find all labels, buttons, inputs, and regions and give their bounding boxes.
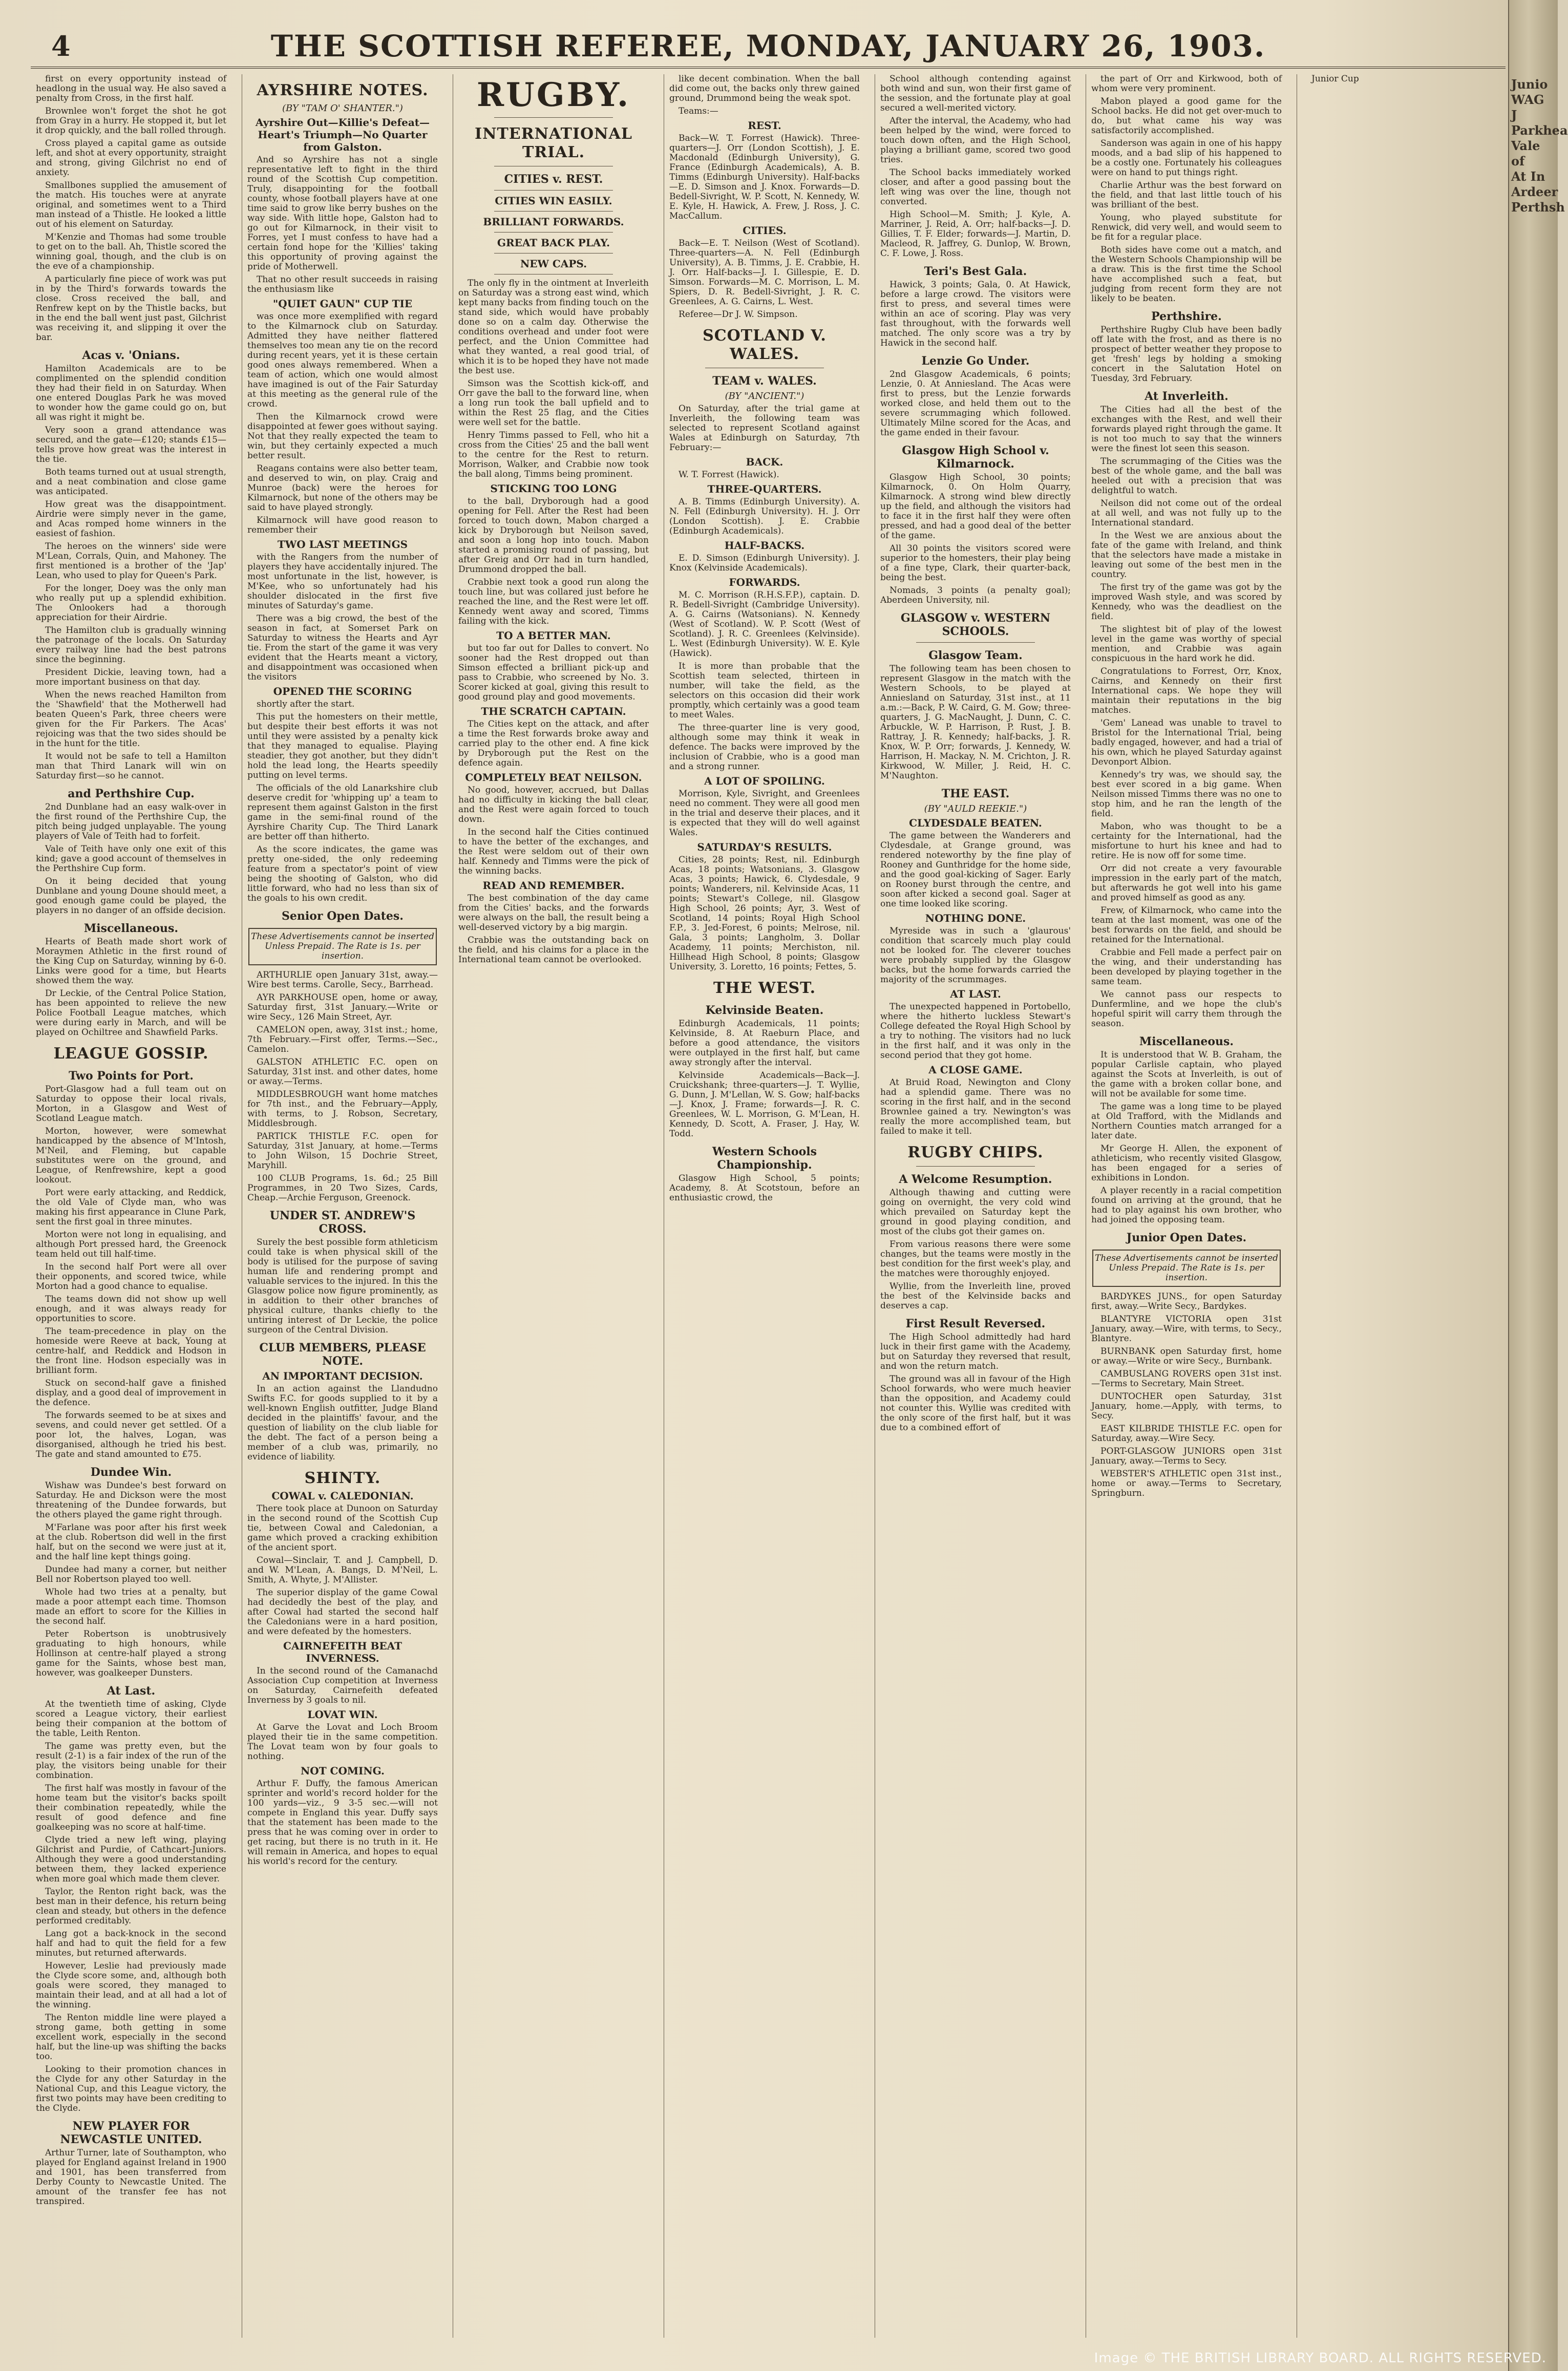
article-heading: CLUB MEMBERS, PLEASE NOTE.: [259, 1341, 426, 1368]
subheading: TO A BETTER MAN.: [496, 629, 611, 642]
notice-box: These Advertisements cannot be inserted Unless Prepaid. The Rate is 1s. per insertion.: [1092, 1250, 1281, 1287]
paragraph: Port were early attacking, and Reddick, the old Vale of Clyde man, who was making his first appearance in Clune Park, sent the first goal in three minutes.: [36, 1188, 226, 1227]
paragraph: Kelvinside Academicals—Back—J. Cruickshank; three-quarters—J. T. Wyllie, G. Dunn, J. M'Lellan, W. S. Gow; half-backs—J. Knox, J. Frame; forwards—J. R. C. Greenlees, W. L. Morrison, G. M'Lean, H. Kennedy, D. Scott, A. Fraser, J. Hay, W. Todd.: [669, 1070, 860, 1139]
subheading: READ AND REMEMBER.: [482, 879, 625, 892]
subheading: GREAT BACK PLAY.: [497, 237, 610, 249]
article-heading: Western Schools Championship.: [712, 1145, 817, 1172]
paragraph: Kennedy's try was, we should say, the best ever scored in a big game. When Neilson missed Timms there was no one to stop him, and he ran the length of the field.: [1091, 770, 1282, 819]
article-heading: At Inverleith.: [1145, 390, 1228, 403]
paragraph: At the twentieth time of asking, Clyde scored a League victory, their earliest being their companion at the bottom of the table, Leith Renton.: [36, 1699, 226, 1739]
paragraph: The School backs immediately worked closer, and after a good passing bout the left wing was over the line, though not converted.: [880, 167, 1071, 207]
subheading: A LOT OF SPOILING.: [704, 775, 825, 787]
section-masthead: RUGBY.: [476, 76, 631, 114]
paragraph: WEBSTER'S ATHLETIC open 31st inst., home or away.—Terms to Secretary, Springburn.: [1091, 1469, 1282, 1498]
subheading: BRILLIANT FORWARDS.: [483, 216, 624, 228]
paragraph: Peter Robertson is unobtrusively graduating to high honours, while Hollinson at centre-half played a strong game for the Saints, whose best man, however, was goalkeeper Dunsters.: [36, 1629, 226, 1678]
paragraph: Morrison, Kyle, Sivright, and Greenlees need no comment. They were all good men in the trial and deserve their places, and it is expected that they will do well against Wales.: [669, 789, 860, 838]
subheading: COWAL v. CALEDONIAN.: [271, 1490, 414, 1502]
subheading: AT LAST.: [950, 988, 1001, 1000]
subheading: SATURDAY'S RESULTS.: [697, 841, 832, 853]
subheading: NEW CAPS.: [520, 258, 587, 270]
paragraph: The slightest bit of play of the lowest level in the game was worthy of special mention, and Crabbie was again conspicuous in the hard work he did.: [1091, 624, 1282, 664]
paragraph: Wyllie, from the Inverleith line, proved the best of the Kelvinside backs and deserves a cap.: [880, 1281, 1071, 1311]
byline: (BY "AULD REEKIE."): [924, 803, 1027, 814]
subheading: CITIES WIN EASILY.: [495, 195, 612, 207]
paragraph: 100 CLUB Programs, 1s. 6d.; 25 Bill Programmes, in 20 Two Sizes, Cards, Cheap.—Archie Ferguson, Greenock.: [247, 1173, 438, 1203]
subheading: CITIES.: [743, 224, 787, 237]
masthead-title: THE SCOTTISH REFEREE, MONDAY, JANUARY 26, 1903.: [270, 29, 1266, 63]
paragraph: That no other result succeeds in raising the enthusiasm like: [247, 274, 438, 294]
paragraph: A. B. Timms (Edinburgh University). A. N. Fell (Edinburgh University). H. J. Orr (London Scottish). J. E. Crabbie (Edinburgh Academicals).: [669, 497, 860, 536]
paragraph: Lang got a back-knock in the second half and had to quit the field for a few minutes, but returned afterwards.: [36, 1929, 226, 1958]
paragraph: Looking to their promotion chances in the Clyde for any other Saturday in the National Cup, and this League victory, the first two points may have been crediting to the Clyde.: [36, 2064, 226, 2113]
subheading: STICKING TOO LONG: [490, 482, 617, 495]
paragraph: We cannot pass our respects to Dunfermline, and we hope the club's hopeful spirit will carry them through the season.: [1091, 989, 1282, 1029]
paragraph: GALSTON ATHLETIC F.C. open on Saturday, 31st inst. and other dates, home or away.—Terms.: [247, 1057, 438, 1087]
paragraph: Referee—Dr J. W. Simpson.: [679, 309, 798, 320]
subheading: FORWARDS.: [729, 576, 800, 588]
paragraph: Back—E. T. Neilson (West of Scotland). Three-quarters—A. N. Fell (Edinburgh University), A. B. Timms, J. E. Crabbie, H. J. Orr. Half-backs—J. I. Gillespie, E. D. Simson. Forwards—M. C. Morrison, L. M. Spiers, D. R. Bedell-Sivright, J. R. C. Greenlees, A. G. Cairns, L. West.: [669, 238, 860, 307]
column-5: [875, 74, 1076, 2338]
paragraph: Myreside was in such a 'glaurous' condition that scarcely much play could not be looked for. The cleverer touches were probably supplied by the Glasgow backs, but the home forwards carried the majority of the scrummages.: [880, 926, 1071, 985]
paragraph: In the second round of the Camanachd Association Cup competition at Inverness on Saturday, Cairnefeith defeated Inverness by 3 goals to nil.: [247, 1666, 438, 1705]
paragraph: EAST KILBRIDE THISTLE F.C. open for Saturday, away.—Wire Secy.: [1091, 1424, 1282, 1444]
subheading: CLYDESDALE BEATEN.: [909, 817, 1042, 829]
paragraph: Hamilton Academicals are to be complimented on the splendid condition they had their field in on Saturday. When one entered Douglas Park he was moved to wonder how the game could go on, but all was right it might be.: [36, 364, 226, 422]
paragraph: The High School admittedly had hard luck in their first game with the Academy, but on Saturday they reversed that result, and won the return match.: [880, 1332, 1071, 1371]
paragraph: DUNTOCHER open Saturday, 31st January, home.—Apply, with terms, to Secy.: [1091, 1391, 1282, 1421]
paragraph: In the second half Port were all over their opponents, and scored twice, while Morton had a good chance to equalise.: [36, 1262, 226, 1292]
paragraph: The forwards seemed to be at sixes and sevens, and could never get settled. Of a poor lot, the halves, Logan, was disorganised, although he tried his best. The gate and stand amounted to £75.: [36, 1410, 226, 1459]
paragraph: PARTICK THISTLE F.C. open for Saturday, 31st January, at home.—Terms to John Wilson, 15 Dochrie Street, Maryhill.: [247, 1131, 438, 1171]
divider-rule: [494, 117, 613, 118]
subheading: THREE-QUARTERS.: [707, 483, 822, 495]
paragraph: was once more exemplified with regard to the Kilmarnock club on Saturday. Admitted they have neither flattered themselves too mean any tie on the record during recent years, yet it is these certain good ones always remembered. When a team of action, which one would almost have imagined is out of the Fair Saturday at this meeting as the general rule of the crowd.: [247, 311, 438, 409]
article-heading: UNDER ST. ANDREW'S CROSS.: [269, 1209, 416, 1236]
paragraph: When the news reached Hamilton from the 'Shawfield' that the Motherwell had beaten Queen's Park, three cheers were given for the Fir Parkers. The Acas' rejoicing was that the two sides should be in the hunt for the title.: [36, 690, 226, 749]
paragraph: Sanderson was again in one of his happy moods, and a bad slip of his happened to be a costly one. Fortunately his colleagues were on hand to put things right.: [1091, 138, 1282, 178]
paragraph: BURNBANK open Saturday first, home or away.—Write or wire Secy., Burnbank.: [1091, 1346, 1282, 1366]
paragraph: Port-Glasgow had a full team out on Saturday to oppose their local rivals, Morton, in a Glasgow and West of Scotland League match.: [36, 1084, 226, 1124]
paragraph: BLANTYRE VICTORIA open 31st January, away.—Wire, with terms, to Secy., Blantyre.: [1091, 1314, 1282, 1344]
paragraph: Crabbie next took a good run along the touch line, but was collared just before he reached the line, and the Rest were let off. Kennedy went away and scored, Timms failing with the kick.: [458, 577, 649, 626]
paragraph: Young, who played substitute for Renwick, did very well, and would seem to be fit for a regular place.: [1091, 213, 1282, 242]
paragraph: Glasgow High School, 5 points; Academy, 8. At Scotstoun, before an enthusiastic crowd, the: [669, 1173, 860, 1203]
paragraph: It is understood that W. B. Graham, the popular Carlisle captain, who played against the Scots at Inverleith, is out of the game with a broken collar bone, and will not be available for some time.: [1091, 1050, 1282, 1099]
paragraph: Hawick, 3 points; Gala, 0. At Hawick, before a large crowd. The visitors were first to press, and several times were within an ace of scoring. Play was very fast throughout, with the forwards well matched. The only score was a try by Hawick in the second half.: [880, 280, 1071, 348]
subheading: Ayrshire Out—Killie's Defeat—Heart's Triumph—No Quarter from Galston.: [255, 116, 430, 153]
paragraph: Mabon played a good game for the School backs. He did not get over-much to do, but what came his way was satisfactorily accomplished.: [1091, 96, 1282, 136]
paragraph: with the Rangers from the number of players they have accidentally injured. The most unfortunate in the list, however, is M'Kee, who so unfortunately had his shoulder dislocated in the first five minutes of Saturday's game.: [247, 552, 438, 611]
paragraph: Charlie Arthur was the best forward on the field, and that last little touch of his was brilliant of the best.: [1091, 180, 1282, 210]
paragraph: Congratulations to Forrest, Orr, Knox, Cairns, and Kennedy on their first International caps. We hope they will maintain their reputations in the big matches.: [1091, 666, 1282, 715]
paragraph: Stuck on second-half gave a finished display, and a good deal of improvement in the defence.: [36, 1378, 226, 1408]
article-heading: Glasgow High School v. Kilmarnock.: [902, 444, 1049, 471]
article-heading: Glasgow Team.: [928, 649, 1023, 662]
article-heading: Senior Open Dates.: [282, 909, 404, 923]
paragraph: 'Gem' Lanead was unable to travel to Bristol for the International Trial, being badly engaged, however, and had a trial of his own, which he played Saturday against Devonport Albion.: [1091, 718, 1282, 767]
paragraph: President Dickie, leaving town, had a more important business on that day.: [36, 667, 226, 687]
paragraph: The scrummaging of the Cities was the best of the whole game, and the ball was heeled out with a precision that was delightful to watch.: [1091, 456, 1282, 496]
article-heading: Dundee Win.: [90, 1466, 172, 1479]
column-4: [664, 74, 865, 2338]
masthead: [31, 20, 1506, 69]
paragraph: On Saturday, after the trial game at Inverleith, the following team was selected to represent Scotland against Wales at Edinburgh on Saturday, 7th February:—: [669, 404, 860, 453]
adjacent-page-text: Junio WAG J Parkhea Vale of At In Ardeer Perthsh: [1511, 77, 1568, 215]
column-7: [1297, 74, 1498, 2338]
article-heading: Kelvinside Beaten.: [705, 1004, 824, 1017]
paragraph: MIDDLESBROUGH want home matches for 7th inst., and the February—Apply, with terms, to J. Robson, Secretary, Middlesbrough.: [247, 1089, 438, 1129]
paragraph: Hearts of Beath made short work of Moraymen Athletic in the first round of the King Cup on Saturday, winning by 6-0. Links were good for a time, but Hearts showed them the way.: [36, 937, 226, 986]
subheading: CAIRNEFEITH BEAT INVERNESS.: [283, 1640, 402, 1664]
paragraph: The ground was all in favour of the High School forwards, who were much heavier than the opposition, and Academy could not counter this. Wyllie was credited with the only score of the first half, but it was due to a combined effort of: [880, 1374, 1071, 1433]
paragraph: The Cities had all the best of the exchanges with the Rest, and well their forwards played right through the game. It is not too much to say that the winners were the finest lot seen this season.: [1091, 405, 1282, 454]
subheading: "QUIET GAUN" CUP TIE: [272, 298, 413, 310]
paragraph: Although thawing and cutting were going on overnight, the very cold wind which prevailed on Saturday kept the ground in good playing condition, and most of the clubs got their games on.: [880, 1188, 1071, 1237]
paragraph: The three-quarter line is very good, although some may think it weak in defence. The backs were improved by the inclusion of Crabbie, who is a good man and a strong runner.: [669, 723, 860, 772]
divider-rule: [916, 1166, 1035, 1167]
image-credit: Image © THE BRITISH LIBRARY BOARD. ALL RIGHTS RESERVED.: [1094, 2351, 1546, 2366]
paragraph: PORT-GLASGOW JUNIORS open 31st January, away.—Terms to Secy.: [1091, 1446, 1282, 1466]
paragraph: The Hamilton club is gradually winning the patronage of the locals. On Saturday every railway line had the best patrons since the beginning.: [36, 625, 226, 665]
paragraph: No good, however, accrued, but Dallas had no difficulty in kicking the ball clear, and the Rest were again forced to touch down.: [458, 785, 649, 824]
paragraph: The game was a long time to be played at Old Trafford, with the Midlands and Northern Counties match arranged for a later date.: [1091, 1102, 1282, 1141]
article-heading: Acas v. 'Onians.: [82, 349, 180, 362]
paragraph: M'Farlane was poor after his first week at the club. Robertson did well in the first half, but on the second we were just at it, and the half line kept things going.: [36, 1522, 226, 1562]
paragraph: Vale of Teith have only one exit of this kind; gave a good account of themselves in the Perthshire Cup form.: [36, 844, 226, 874]
paragraph: Clyde tried a new left wing, playing Gilchrist and Purdie, of Cathcart-Juniors. Although they were a good understanding between them, they lacked experience when more goal which made them clever.: [36, 1835, 226, 1884]
paragraph: shortly after the start.: [257, 699, 355, 709]
paragraph: Nomads, 3 points (a penalty goal); Aberdeen University, nil.: [880, 585, 1071, 605]
article-heading: First Result Reversed.: [905, 1317, 1046, 1330]
paragraph: Whole had two tries at a penalty, but made a poor attempt each time. Thomson made an effort to score for the Killies in the second half.: [36, 1587, 226, 1626]
subheading: REST.: [748, 119, 781, 132]
paragraph: AYR PARKHOUSE open, home or away, Saturday first, 31st January.—Write or wire Secy., 126 Main Street, Ayr.: [247, 992, 438, 1022]
paragraph: The game between the Wanderers and Clydesdale, at Grange ground, was rendered noteworthy by the fine play of Rooney and Gunthridge for the home side, and the good goal-kicking of Sager. Early on Rooney burst through the centre, and soon after kicked a second goal. Sager at one time looked like scoring.: [880, 831, 1071, 909]
paragraph: School although contending against both wind and sun, won their first game of the session, and the fortunate play at goal secured a well-merited victory.: [880, 74, 1071, 113]
paragraph: In the second half the Cities continued to have the better of the exchanges, and the Rest were seldom out of their own half. Kennedy and Timms were the pick of the winning backs.: [458, 827, 649, 876]
paragraph: Glasgow High School, 30 points; Kilmarnock, 0. On Holm Quarry, Kilmarnock. A strong wind blew directly up the field, and although the visitors had to face it in the first half they were often pressed, and had a good deal of the better of the game.: [880, 472, 1071, 541]
paragraph: The teams down did not show up well enough, and it was always ready for opportunities to score.: [36, 1294, 226, 1324]
column-3: [453, 74, 654, 2338]
paragraph: the part of Orr and Kirkwood, both of whom were very prominent.: [1091, 74, 1282, 94]
article-heading: and Perthshire Cup.: [68, 787, 195, 800]
article-heading: Teri's Best Gala.: [924, 265, 1027, 278]
paragraph: Kilmarnock will have good reason to remember their: [247, 515, 438, 535]
section-heading: SCOTLAND V. WALES.: [703, 327, 827, 363]
subheading: NOTHING DONE.: [925, 912, 1026, 924]
paragraph: Perthshire Rugby Club have been badly off late with the frost, and as there is no prospect of better weather they propose to get 'fresh' legs by holding a smoking concert in the Salutation Hotel on Tuesday, 3rd February.: [1091, 325, 1282, 384]
paragraph: The game was pretty even, but the result (2-1) is a fair index of the run of the play, the visitors being unable for their combination.: [36, 1741, 226, 1781]
paragraph: first on every opportunity instead of headlong in the usual way. He also saved a penalty from Cross, in the first half.: [36, 74, 226, 103]
paragraph: All 30 points the visitors scored were superior to the homesters, their play being of a fine type, Clark, their quarter-back, being the best.: [880, 543, 1071, 583]
paragraph: Crabbie was the outstanding back on the field, and his claims for a place in the International team cannot be overlooked.: [458, 935, 649, 965]
paragraph: However, Leslie had previously made the Clyde score some, and, although both goals were scored, they managed to maintain their lead, and at all had a lot of the winning.: [36, 1961, 226, 2010]
paragraph: How great was the disappointment. Airdrie were simply never in the game, and Acas romped home winners in the easiest of fashion.: [36, 499, 226, 539]
article-heading: THE EAST.: [941, 787, 1010, 800]
article-heading: NEW PLAYER FOR NEWCASTLE UNITED.: [60, 2120, 202, 2146]
paragraph: Very soon a grand attendance was secured, and the gate—£120; stands £15—tells prove how great was the interest in the tie.: [36, 425, 226, 464]
subheading: COMPLETELY BEAT NEILSON.: [465, 771, 642, 784]
paragraph: There took place at Dunoon on Saturday in the second round of the Scottish Cup tie, between Cowal and Caledonian, a game which proved a cracking exhibition of the ancient sport.: [247, 1504, 438, 1553]
paragraph: This put the homesters on their mettle, but despite their best efforts it was not until they were assisted by a penalty kick that they managed to equalise. Playing steadier, they got another, but they didn't hold the lead long, the Hearts speedily putting on level terms.: [247, 712, 438, 780]
byline: (BY "TAM O' SHANTER."): [282, 103, 403, 114]
paragraph: Henry Timms passed to Fell, who hit a cross from the Cities' 25 and the ball went to the centre for the Rest to return. Morrison, Walker, and Crabbie now took the ball along, Timms being prominent.: [458, 430, 649, 479]
paragraph: Taylor, the Renton right back, was the best man in their defence, his return being clean and steady, but others in the defence performed creditably.: [36, 1887, 226, 1926]
article-heading: Perthshire.: [1151, 310, 1222, 323]
paragraph: The Cities kept on the attack, and after a time the Rest forwards broke away and carried play to the other end. A fine kick by Dryborough put the Rest on the defence again.: [458, 719, 649, 768]
paragraph: Both teams turned out at usual strength, and a neat combination and close game was anticipated.: [36, 467, 226, 497]
paragraph: At Bruid Road, Newington and Clony had a splendid game. There was no scoring in the first half, and in the second Brownlee gained a try. Newington's was really the more accomplished team, but failed to make it tell.: [880, 1077, 1071, 1136]
section-heading: LEAGUE GOSSIP.: [53, 1045, 209, 1063]
paragraph: 2nd Glasgow Academicals, 6 points; Lenzie, 0. At Anniesland. The Acas were first to press, but the Lenzie forwards worked close, and held them out to the severe scrummaging which followed. Ultimately Milne scored for the Acas, and the game ended in their favour.: [880, 369, 1071, 438]
paragraph: It would not be safe to tell a Hamilton man that Third Lanark will win on Saturday first—so he cannot.: [36, 751, 226, 781]
notice-box: These Advertisements cannot be inserted Unless Prepaid. The Rate is 1s. per insertion.: [248, 928, 437, 965]
paragraph: CAMELON open, away, 31st inst.; home, 7th February.—First offer, Terms.—Sec., Camelon.: [247, 1025, 438, 1054]
paragraph: Junior Cup: [1311, 74, 1359, 84]
paragraph: In the West we are anxious about the fate of the game with Ireland, and think that the selectors have made a mistake in leaving out some of the best men in the country.: [1091, 531, 1282, 580]
paragraph: Back—W. T. Forrest (Hawick). Three-quarters—J. Orr (London Scottish), J. E. Macdonald (Edinburgh University), G. France (Edinburgh Academicals), A. B. Timms (Edinburgh University). Half-backs—E. D. Simson and J. Knox. Forwards—D. Bedell-Sivright, W. P. Scott, N. Kennedy, W. E. Kyle, H. Hawick, A. Frew, J. Ross, J. C. MacCallum.: [669, 133, 860, 221]
paragraph: For the longer, Doey was the only man who really put up a splendid exhibition. The Onlookers had a thorough appreciation for their Airdrie.: [36, 583, 226, 623]
paragraph: The unexpected happened in Portobello, where the hitherto luckless Stewart's College defeated the Royal High School by a try to nothing. The visitors had no luck in the first half, and it was only in the second period that they got home.: [880, 1002, 1071, 1061]
columns: [31, 74, 1506, 2348]
paragraph: A player recently in a racial competition found on arriving at the ground, that he had to play against his own brother, who had joined the opposing team.: [1091, 1186, 1282, 1225]
paragraph: CAMBUSLANG ROVERS open 31st inst.—Terms to Secretary, Main Street.: [1091, 1369, 1282, 1389]
paragraph: Both sides have come out a match, and the Western Schools Championship will be a draw. This is the first time the School have accomplished such a feat, but judging from recent form they are not likely to be beaten.: [1091, 245, 1282, 304]
paragraph: After the interval, the Academy, who had been helped by the wind, were forced to touch down often, and the High School, playing a brilliant game, scored two good tries.: [880, 116, 1071, 165]
paragraph: The officials of the old Lanarkshire club deserve credit for 'whipping up' a team to represent them against Galston in the first game in the semi-final round of the Ayrshire Charity Cup. The Third Lanark are better off than hitherto.: [247, 783, 438, 842]
paragraph: Arthur Turner, late of Southampton, who played for England against Ireland in 1900 and 1901, has been transferred from Derby County to Newcastle United. The amount of the transfer fee has not transpired.: [36, 2148, 226, 2207]
paragraph: And so Ayrshire has not a single representative left to fight in the third round of the Scottish Cup competition. Truly, disappointing for the football county, whose football players have at one time said to grow like berry bushes on the way side. With little hope, Galston had to go out for Kilmarnock, in their visit to Forres, yet I must confess to have had a certain fond hope for the 'Killies' taking this opportunity of proving against the pride of Motherwell.: [247, 155, 438, 272]
subheading: A CLOSE GAME.: [928, 1064, 1023, 1076]
paragraph: Edinburgh Academicals, 11 points; Kelvinside, 8. At Raeburn Place, and before a good attendance, the visitors were outplayed in the first half, but came away strongly after the interval.: [669, 1019, 860, 1068]
paragraph: The team-precedence in play on the homeside were Reeve at back, Young at centre-half, and Reddick and Hodson in the front line. Hodson especially was in brilliant form.: [36, 1326, 226, 1375]
paragraph: The first half was mostly in favour of the home team but the visitor's backs spoilt their combination repeatedly, while the result of good defence and fine goalkeeping was no score at half-time.: [36, 1783, 226, 1832]
paragraph: The first try of the game was got by the improved Wash style, and was scored by Kennedy, who was the deadliest on the field.: [1091, 582, 1282, 622]
paragraph: 2nd Dunblane had an easy walk-over in the first round of the Perthshire Cup, the pitch being judged unplayable. The young players of Vale of Teith had to forfeit.: [36, 802, 226, 841]
paragraph: M'Kenzie and Thomas had some trouble to get on to the ball. Ah, Thistle scored the winning goal, though, and the club is on the eve of a championship.: [36, 232, 226, 271]
paragraph: W. T. Forrest (Hawick).: [679, 470, 779, 480]
paragraph: Cities, 28 points; Rest, nil. Edinburgh Acas, 18 points; Watsonians, 3. Glasgow Acas, 3 points; Hawick, 6. Clydesdale, 9 points; Wanderers, nil. Kelvinside Acas, 11 points; Stewart's College, nil. Glasgow High School, 26 points; Ayr, 3. West of Scotland, 14 points; Royal High School F.P., 3. Jed-Forest, 6 points; Melrose, nil. Gala, 3 points; Langholm, 3. Dollar Academy, 11 points; Merchiston, nil. Hillhead High School, 8 points; Glasgow University, 3. Loretto, 16 points; Fettes, 5.: [669, 855, 860, 972]
subheading: BACK.: [746, 456, 783, 468]
paragraph: There was a big crowd, the best of the season in fact, at Somerset Park on Saturday to witness the Hearts and Ayr tie. From the start of the game it was very evident that the Hearts meant a victory, and disappointment was occasioned when the visitors: [247, 613, 438, 682]
paragraph: The superior display of the game Cowal had decidedly the best of the play, and after Cowal had started the second half the Caledonians were in a hard position, and were defeated by the homesters.: [247, 1587, 438, 1637]
paragraph: It is more than probable that the Scottish team selected, thirteen in number, will take the field, as the selectors on this occasion did their work promptly, which certainly was a good team to meet Wales.: [669, 661, 860, 720]
subheading: NOT COMING.: [301, 1765, 385, 1777]
paragraph: From various reasons there were some changes, but the teams were mostly in the best condition for the first week's play, and the matches were thoroughly enjoyed.: [880, 1239, 1071, 1279]
paragraph: Orr did not create a very favourable impression in the early part of the match, but afterwards he got well into his game and proved himself as good as any.: [1091, 863, 1282, 903]
paragraph: Reagans contains were also better team, and deserved to win, on play. Craig and Munroe (back) were the heroes for Kilmarnock, but none of the others may be said to have played strongly.: [247, 463, 438, 513]
article-heading: Miscellaneous.: [1139, 1035, 1234, 1048]
paragraph: Crabbie and Fell made a perfect pair on the wing, and their understanding has been developed by playing together in the same team.: [1091, 947, 1282, 987]
byline: (BY "ANCIENT."): [725, 391, 804, 401]
paragraph: Morton, however, were somewhat handicapped by the absence of M'Intosh, M'Neil, and Fleming, but capable substitutes were on the ground, and League, of Renfrewshire, kept a good lookout.: [36, 1126, 226, 1185]
paragraph: Cowal—Sinclair, T. and J. Campbell, D. and W. M'Lean, A. Bangs, D. M'Neil, L. Smith, A. Whyte, J. M'Allister.: [247, 1555, 438, 1585]
paragraph: Frew, of Kilmarnock, who came into the team at the last moment, was one of the best forwards on the field, and should be retained for the International.: [1091, 905, 1282, 945]
paragraph: M. C. Morrison (R.H.S.F.P.), captain. D. R. Bedell-Sivright (Cambridge University). A. G. Cairns (Watsonians). N. Kennedy (West of Scotland). W. P. Scott (West of Scotland). J. R. C. Greenlees (Kelvinside). L. West (Edinburgh University). W. E. Kyle (Hawick).: [669, 590, 860, 659]
section-heading: INTERNATIONAL TRIAL.: [475, 125, 632, 161]
article-heading: CITIES v. REST.: [504, 173, 603, 186]
article-heading: GLASGOW v. WESTERN SCHOOLS.: [900, 611, 1051, 638]
column-2: [242, 74, 443, 2338]
paragraph: Arthur F. Duffy, the famous American sprinter and world's record holder for the 100 yards—viz., 9 3-5 sec.—will not compete in England this year. Duffy says that the statement has been made to the press that he was coming over in order to get racing, but there is no truth in it. He will remain in America, and hopes to equal his world's record for the century.: [247, 1779, 438, 1867]
section-heading: THE WEST.: [713, 979, 816, 997]
subheading: LOVAT WIN.: [307, 1708, 378, 1721]
article-heading: Two Points for Port.: [69, 1069, 194, 1083]
article-heading: Miscellaneous.: [83, 922, 179, 935]
paragraph: Morton were not long in equalising, and although Port pressed hard, the Greenock team held out till half-time.: [36, 1230, 226, 1259]
subheading: OPENED THE SCORING: [273, 685, 412, 697]
section-heading: SHINTY.: [304, 1469, 381, 1487]
article-heading: Lenzie Go Under.: [921, 354, 1030, 368]
paragraph: Surely the best possible form athleticism could take is when physical skill of the body is utilised for the purpose of saving human life and rendering prompt and valuable services to the injured. In this the Glasgow police now figure prominently, as in addition to their other branches of physical culture, thanks chiefly to the untiring interest of Dr Leckie, the police surgeon of the Central Division.: [247, 1237, 438, 1335]
paragraph: The only fly in the ointment at Inverleith on Saturday was a strong east wind, which kept many backs from finding touch on the stand side, which would have probably done so on a calm day. Otherwise the conditions overhead and under foot were perfect, and the Union Committee had what they wanted, a real good trial, of which it is to be hoped they have not made the best use.: [458, 278, 649, 376]
subheading: THE SCRATCH CAPTAIN.: [481, 705, 626, 717]
subheading: HALF-BACKS.: [724, 539, 805, 552]
paragraph: Then the Kilmarnock crowd were disappointed at fewer goes without saying. Not that they really expected the team to win, but they certainly expected a much better result.: [247, 412, 438, 461]
divider-rule: [916, 642, 1035, 643]
paragraph: The following team has been chosen to represent Glasgow in the match with the Western Schools, to be played at Anniesland on Saturday, 31st inst., at 11 a.m.:—Back, P. W. Caird, G. M. Gow; three-quarters, J. G. MacNaught, J. Dunn, C. C. Arbuckle, W. P. Harrison, P. Rust, J. B. Rattray, J. R. Kennedy; half-backs, J. R. Knox, W. P. Orr; forwards, J. Kennedy, W. Harrison, H. Mackay, N. M. Crichton, J. R. Kirkwood, W. Miller, J. Reid, H. C. M'Naughton.: [880, 664, 1071, 781]
paragraph: Mr George H. Allen, the exponent of athleticism, who recently visited Glasgow, has been engaged for a series of exhibitions in London.: [1091, 1144, 1282, 1183]
paragraph: Wishaw was Dundee's best forward on Saturday. He and Dickson were the most threatening of the Dundee forwards, but the others played the game right through.: [36, 1480, 226, 1520]
paragraph: A particularly fine piece of work was put in by the Third's forwards towards the close. Cross received the ball, and Renfrew kept on by the Thistle backs, but in the end the ball went just past, Gilchrist was receiving it, and slipping it over the bar.: [36, 274, 226, 343]
article-heading: At Last.: [107, 1684, 156, 1698]
paragraph: At Garve the Lovat and Loch Broom played their tie in the same competition. The Lovat team won by four goals to nothing.: [247, 1722, 438, 1762]
paragraph: Smallbones supplied the amusement of the match. His touches were at anyrate original, and sometimes went to a Third man instead of a Thistle. He looked a little out of his element on Saturday.: [36, 180, 226, 229]
article-heading: TEAM v. WALES.: [712, 374, 817, 388]
paragraph: Cross played a capital game as outside left, and shot at every opportunity, straight and strong, giving Gilchrist no end of anxiety.: [36, 138, 226, 178]
paragraph: Brownlee won't forget the shot he got from Gray in a hurry. He stopped it, but let it drop quickly, and the ball rolled through.: [36, 106, 226, 136]
paragraph: Teams:—: [679, 106, 718, 116]
paragraph: E. D. Simson (Edinburgh University). J. Knox (Kelvinside Academicals).: [669, 553, 860, 573]
paragraph: Dr Leckie, of the Central Police Station, has been appointed to relieve the new Police Football League matches, which were during early in March, and will be played on Ochiltree and Shawfield Parks.: [36, 988, 226, 1038]
paragraph: Simson was the Scottish kick-off, and Orr gave the ball to the forward line, when a long run took the ball upfield and to within the Rest 25 flag, and the Cities were well set for the battle.: [458, 378, 649, 428]
page-number: 4: [51, 30, 71, 62]
article-heading: A Welcome Resumption.: [899, 1173, 1052, 1186]
paragraph: ARTHURLIE open January 31st, away.—Wire best terms. Carolle, Secy., Barrhead.: [247, 970, 438, 990]
section-heading: RUGBY CHIPS.: [907, 1144, 1044, 1161]
section-heading: AYRSHIRE NOTES.: [257, 81, 429, 99]
paragraph: As the score indicates, the game was pretty one-sided, the only redeeming feature from a spectator's point of view being the shooting of Galston, who did little forward, who had no less than six of the goals to his own credit.: [247, 844, 438, 903]
column-6: [1086, 74, 1287, 2338]
paragraph: In an action against the Llandudno Swifts F.C. for goods supplied to it by a well-known English outfitter, Judge Bland decided in the plaintiffs' favour, and the question of liability on the club liable for the debt. The fact of a person being a member of a club was, primarily, no evidence of liability.: [247, 1384, 438, 1462]
paragraph: The heroes on the winners' side were M'Lean, Corrals, Quin, and Mahoney. The first mentioned is a brother of the 'Jap' Lean, who used to play for Queen's Park.: [36, 541, 226, 581]
paragraph: High School—M. Smith; J. Kyle, A. Marriner, J. Reid, A. Orr; half-backs—J. D. Gillies, T. F. Elder; forwards—J. Martin, D. Macleod, R. Jaffrey, G. Dunlop, W. Brown, C. F. Lowe, J. Ross.: [880, 209, 1071, 259]
paragraph: Mabon, who was thought to be a certainty for the International, had the misfortune to hurt his knee and had to retire. He is now off for some time.: [1091, 821, 1282, 861]
paragraph: The Renton middle line were played a strong game, both getting in some excellent work, especially in the second half, but the line-up was shifting the backs too.: [36, 2013, 226, 2062]
column-1: [31, 74, 231, 2338]
subheading: TWO LAST MEETINGS: [277, 538, 408, 551]
paragraph: Dundee had many a corner, but neither Bell nor Robertson played too well.: [36, 1564, 226, 1584]
subheading: AN IMPORTANT DECISION.: [262, 1370, 423, 1382]
article-heading: Junior Open Dates.: [1126, 1231, 1247, 1244]
paragraph: On it being decided that young Dunblane and young Doune should meet, a good enough game could be played, the players in no danger of an offside decision.: [36, 876, 226, 916]
adjacent-page-edge: [1508, 0, 1568, 2371]
paragraph: BARDYKES JUNS., for open Saturday first, away.—Write Secy., Bardykes.: [1091, 1292, 1282, 1311]
paragraph: but too far out for Dalles to convert. No sooner had the Rest dropped out than Simson effected a brilliant pick-up and pass to Crabbie, who screened by No. 3. Scorer kicked at goal, giving this result to good ground play and good movements.: [458, 643, 649, 702]
paragraph: to the ball, Dryborough had a good opening for Fell. After the Rest had been forced to touch down, Mabon charged a kick by Dryborough but Neilson saved, and soon a long hop into touch. Mabon started a promising round of passing, but after Greig and Orr had in turn handled, Drummond dropped the ball.: [458, 496, 649, 575]
paragraph: The best combination of the day came from the Cities' backs, and the forwards were always on the ball, the result being a well-deserved victory by a big margin.: [458, 893, 649, 933]
paragraph: Neilson did not come out of the ordeal at all well, and was not fully up to the International standard.: [1091, 498, 1282, 528]
paragraph: like decent combination. When the ball did come out, the backs only threw gained ground, Drummond being the weak spot.: [669, 74, 860, 103]
